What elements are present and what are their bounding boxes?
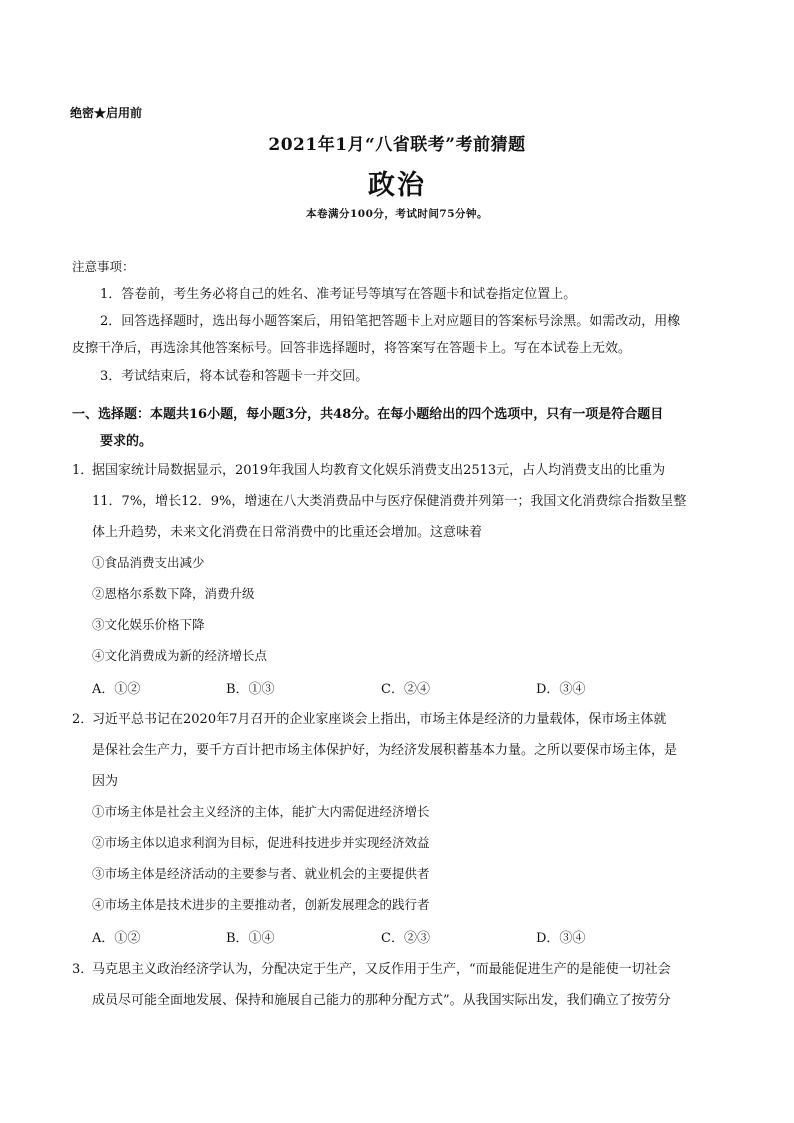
question-1-line2: 11．7%，增长12．9%，增速在八大类消费品中与医疗保健消费并列第一；我国文化消费综合指数呈整: [92, 494, 687, 509]
question-2-choice-b: B．①④: [226, 931, 275, 946]
question-3-number: 3．: [72, 962, 94, 977]
question-2-choice-c: C．②③: [381, 931, 430, 946]
question-2-line1: 习近平总书记在2020年7月召开的企业家座谈会上指出，市场主体是经济的力量载体，保市场主体就: [92, 712, 667, 727]
question-1-statement-3: ③文化娱乐价格下降: [92, 617, 205, 632]
subject-title: 政治: [368, 170, 426, 201]
question-1-choice-a: A．①②: [92, 682, 141, 697]
question-1-number: 1．: [72, 463, 94, 478]
note-item-3: 3．考试结束后，将本试卷和答题卡一并交回。: [100, 369, 369, 384]
question-1-statement-4: ④文化消费成为新的经济增长点: [92, 648, 268, 663]
question-1-choice-c: C．②④: [381, 682, 430, 697]
question-2-line3: 因为: [92, 774, 119, 789]
notes-heading: 注意事项：: [72, 259, 135, 274]
question-1-line1: 据国家统计局数据显示，2019年我国人均教育文化娱乐消费支出2513元，占人均消费支出的比重为: [92, 463, 666, 478]
confidential-label: 绝密★启用前: [70, 106, 143, 120]
note-item-2-line1: 2．回答选择题时，选出每小题答案后，用铅笔把答题卡上对应题目的答案标号涂黑。如需改动，用橡: [100, 314, 681, 329]
question-1-statement-1: ①食品消费支出减少: [92, 555, 205, 570]
question-2-number: 2．: [72, 712, 94, 727]
question-1-line3: 体上升趋势，未来文化消费在日常消费中的比重还会增加。这意味着: [92, 525, 483, 540]
section-1-prefix: 一、选择题：: [72, 407, 151, 422]
question-1-choice-b: B．①③: [226, 682, 275, 697]
question-2-line2: 是保社会生产力，要千方百计把市场主体保护好，为经济发展积蓄基本力量。之所以要保市场主体，是: [92, 743, 678, 758]
section-1-text: 本题共16小题，每小题3分，共48分。在每小题给出的四个选项中，只有一项是符合题目: [150, 407, 664, 422]
question-2-statement-4: ④市场主体是技术进步的主要推动者，创新发展理念的践行者: [92, 897, 430, 912]
question-2-statement-2: ②市场主体以追求利润为目标，促进科技进步并实现经济效益: [92, 835, 430, 850]
question-1-choice-d: D．③④: [536, 682, 586, 697]
note-item-2-line2: 皮擦干净后，再选涂其他答案标号。回答非选择题时，将答案写在答题卡上。写在本试卷上无效。: [72, 341, 632, 356]
question-3-line1: 马克思主义政治经济学认为，分配决定于生产，又反作用于生产，“而最能促进生产的是能使一切社会: [92, 962, 671, 977]
question-2-statement-1: ①市场主体是社会主义经济的主体，能扩大内需促进经济增长: [92, 804, 430, 819]
question-2-choice-a: A．①②: [92, 931, 141, 946]
question-3-line2: 成员尽可能全面地发展、保持和施展自己能力的那种分配方式”。从我国实际出发，我们确立了按劳分: [92, 993, 671, 1008]
note-item-1: 1．答卷前，考生务必将自己的姓名、准考证号等填写在答题卡和试卷指定位置上。: [100, 287, 577, 302]
exam-title: 2021年1月“八省联考”考前猜题: [268, 135, 526, 155]
exam-subtitle: 本卷满分100分，考试时间75分钟。: [305, 208, 489, 220]
question-1-statement-2: ②恩格尔系数下降，消费升级: [92, 586, 255, 601]
question-2-choice-d: D．③④: [536, 931, 586, 946]
question-2-statement-3: ③市场主体是经济活动的主要参与者、就业机会的主要提供者: [92, 866, 430, 881]
section-1-heading: [72, 403, 663, 422]
section-1-text-cont: 要求的。: [100, 434, 153, 449]
